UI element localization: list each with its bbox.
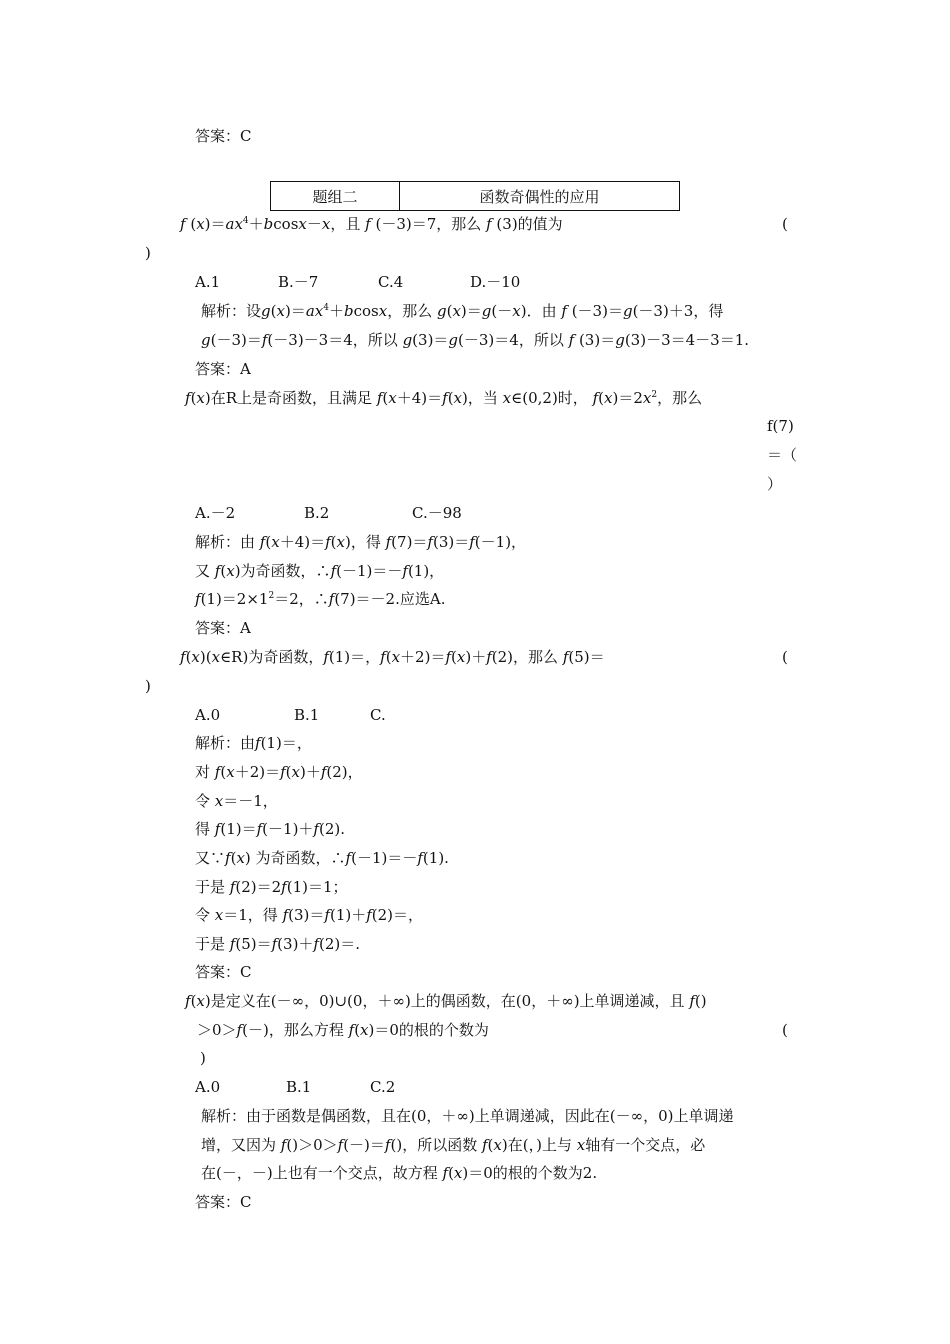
q4-stem-line1: f(x)是定义在(－∞，0)∪(0，＋∞)上的偶函数，在(0，＋∞)上单调递减，且 f() — [185, 992, 707, 1010]
q2-option-b: B.2 — [304, 504, 330, 522]
q1-solution-line2: g(－3)＝f(－3)－3＝4，所以 g(3)＝g(－3)＝4，所以 f (3)＝g(3)－3＝4－3＝1. — [201, 331, 750, 349]
q2-solution-line3: $f(1)=2\times 1^2=2$，∴f(7)＝－2.应选A. — [195, 590, 446, 608]
q4-close-paren: ) — [200, 1049, 206, 1067]
q1-option-a: A.1 — [195, 273, 221, 291]
q1-solution-line1: 解析：设$g(x)=ax^4+bcosx$，那么 g(x)＝g(－x)．由 f (－3)＝g(－3)＋3，得 — [201, 302, 724, 320]
q3-solution-line2: 对 f(x＋2)＝f(x)＋f(2)， — [195, 763, 363, 781]
q1-close-paren: ) — [145, 244, 151, 262]
q2-solution-line1: 解析：由 f(x＋4)＝f(x)，得 f(7)＝f(3)＝f(－1)， — [195, 533, 527, 551]
q4-solution-line1: 解析：由于函数是偶函数，且在(0，＋∞)上单调递减，因此在(－∞，0)上单调递 — [201, 1107, 734, 1125]
q2-wrap1: f(7) — [767, 417, 794, 435]
q1-option-d: D.－10 — [470, 273, 521, 291]
q1-open-paren: ( — [782, 215, 788, 233]
q3-solution-line8: 于是 f(5)＝f(3)＋f(2)＝. — [195, 935, 361, 953]
group-label: 题组二 — [271, 182, 400, 211]
q1-stem: f $(x)=ax^4+bcosx-x$，且 f (－3)＝7，那么 f (3)的值为 — [180, 215, 563, 233]
q4-option-b: B.1 — [286, 1078, 312, 1096]
q3-solution-line6: 于是 f(2)＝2f(1)＝1； — [195, 878, 348, 896]
q3-solution-line3: 令 x＝－1， — [195, 792, 278, 810]
q3-stem: f(x)(x∈R)为奇函数，f(1)＝，f(x＋2)＝f(x)＋f(2)，那么 f(5)＝ — [180, 648, 605, 666]
q3-close-paren: ) — [145, 677, 151, 695]
q3-option-a: A.0 — [195, 706, 221, 724]
q4-solution-line2: 增，又因为 f()＞0＞f(－)＝f()，所以函数 f(x)在(，)上与 x轴有一个交点，必 — [201, 1136, 706, 1154]
q4-option-c: C.2 — [370, 1078, 396, 1096]
q2-wrap2: ＝（ — [767, 446, 798, 464]
q3-option-b: B.1 — [294, 706, 320, 724]
q3-option-c: C. — [370, 706, 386, 724]
q4-option-a: A.0 — [195, 1078, 221, 1096]
q4-solution-line3: 在(－，－)上也有一个交点，故方程 f(x)＝0的根的个数为2. — [201, 1164, 598, 1182]
q3-solution-line5: 又∵f(x) 为奇函数，∴f(－1)＝－f(1). — [195, 849, 449, 867]
q2-answer: 答案：A — [195, 619, 251, 637]
group-table — [270, 181, 680, 211]
q4-stem-line2: ＞0＞f(－)，那么方程 f(x)＝0的根的个数为 — [197, 1021, 489, 1039]
q3-solution-line1: 解析：由f(1)＝， — [195, 734, 312, 752]
q1-option-b: B.－7 — [278, 273, 319, 291]
answer-previous: 答案：C — [195, 127, 252, 145]
q3-solution-line7: 令 x＝1，得 f(3)＝f(1)＋f(2)＝， — [195, 906, 424, 924]
group-title: 函数奇偶性的应用 — [400, 182, 680, 211]
q3-open-paren: ( — [782, 648, 788, 666]
q4-open-paren: ( — [782, 1021, 788, 1039]
q2-option-a: A.－2 — [195, 504, 236, 522]
q2-stem: f(x)在R上是奇函数，且满足 f(x＋4)＝f(x)，当 x∈(0,2)时， $f(x)=2x^2$，那么 — [185, 389, 703, 407]
q2-solution-line2: 又 f(x)为奇函数，∴f(－1)＝－f(1)， — [195, 562, 445, 580]
q2-wrap3: ） — [767, 475, 783, 493]
q3-answer: 答案：C — [195, 963, 252, 981]
q4-answer: 答案：C — [195, 1193, 252, 1211]
q2-option-c: C.－98 — [412, 504, 462, 522]
q1-answer: 答案：A — [195, 360, 251, 378]
q3-solution-line4: 得 f(1)＝f(－1)＋f(2). — [195, 820, 345, 838]
q1-option-c: C.4 — [378, 273, 404, 291]
